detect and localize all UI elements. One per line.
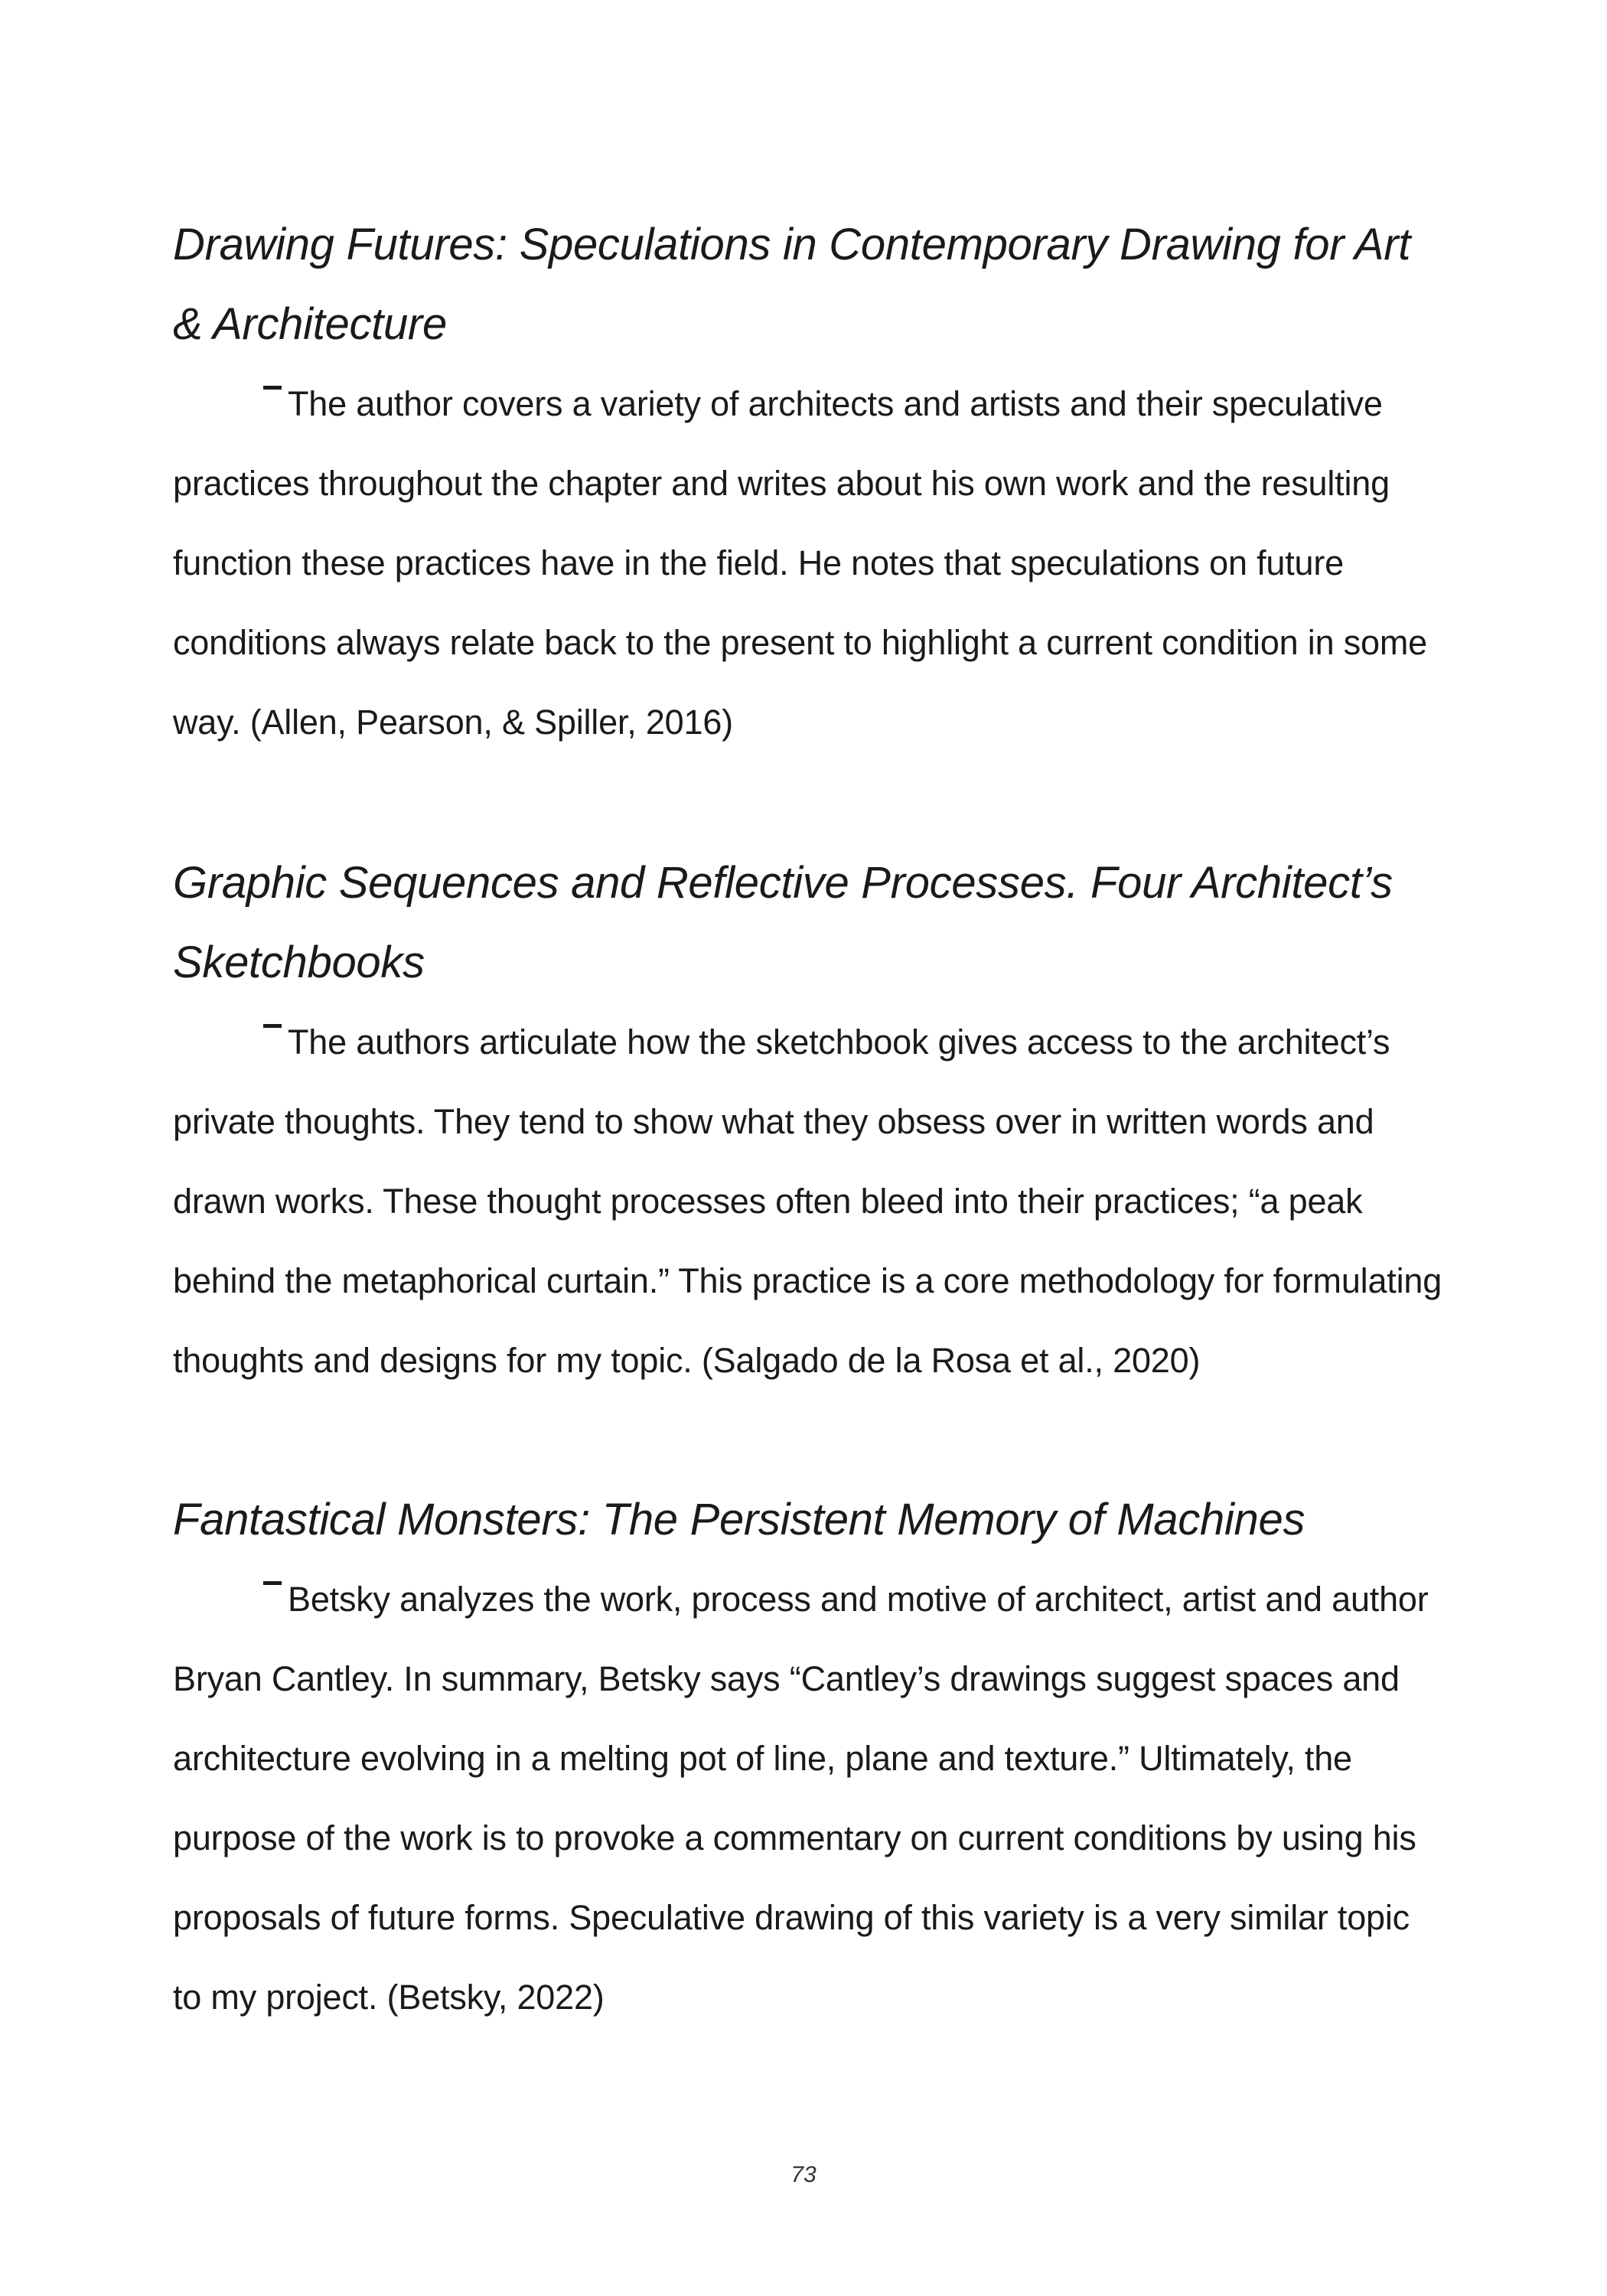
entry-annotation [173, 1560, 1443, 2037]
entry-title: Drawing Futures: Speculations in Contemporary Drawing for Art & Architecture [173, 220, 1411, 349]
entry-annotation [173, 1003, 1443, 1401]
page-number: 73 [790, 2162, 817, 2187]
dash-marker-icon [263, 1581, 282, 1585]
bibliography-entry-1 [173, 205, 1443, 762]
dash-marker-icon [263, 386, 282, 390]
bibliography-entry-3 [173, 1480, 1443, 2037]
entry-annotation-text: The authors articulate how the sketchbook gives access to the architect’s private thoughts. They tend to show what they obsess over in written words and drawn works. These thought processes often bleed into their practices; “a peak behind the metaphorical curtain.” This practice is a core methodology for formulating thoughts and designs for my topic. (Salgado de la Rosa et al., 2020) [173, 1022, 1442, 1380]
entry-annotation-text: Betsky analyzes the work, process and motive of architect, artist and author Bryan Cantley. In summary, Betsky says “Cantley’s drawings suggest spaces and architecture evolving in a melting pot of line, plane and texture.” Ultimately, the purpose of the work is to provoke a commentary on current conditions by using his proposals of future forms. Speculative drawing of this variety is a very similar topic to my project. (Betsky, 2022) [173, 1580, 1429, 2017]
entry-annotation-text: The author covers a variety of architects and artists and their speculative practices throughout the chapter and writes about his own work and the resulting function these practices have in the field. He notes that speculations on future conditions always relate back to the present to highlight a current condition in some way. (Allen, Pearson, & Spiller, 2016) [173, 384, 1427, 742]
entry-title: Fantastical Monsters: The Persistent Memory of Machines [173, 1495, 1305, 1544]
dash-marker-icon [263, 1024, 282, 1028]
entry-annotation [173, 364, 1443, 762]
bibliography-entry-2 [173, 843, 1443, 1401]
entry-title: Graphic Sequences and Reflective Processes. Four Architect’s Sketchbooks [173, 858, 1393, 987]
